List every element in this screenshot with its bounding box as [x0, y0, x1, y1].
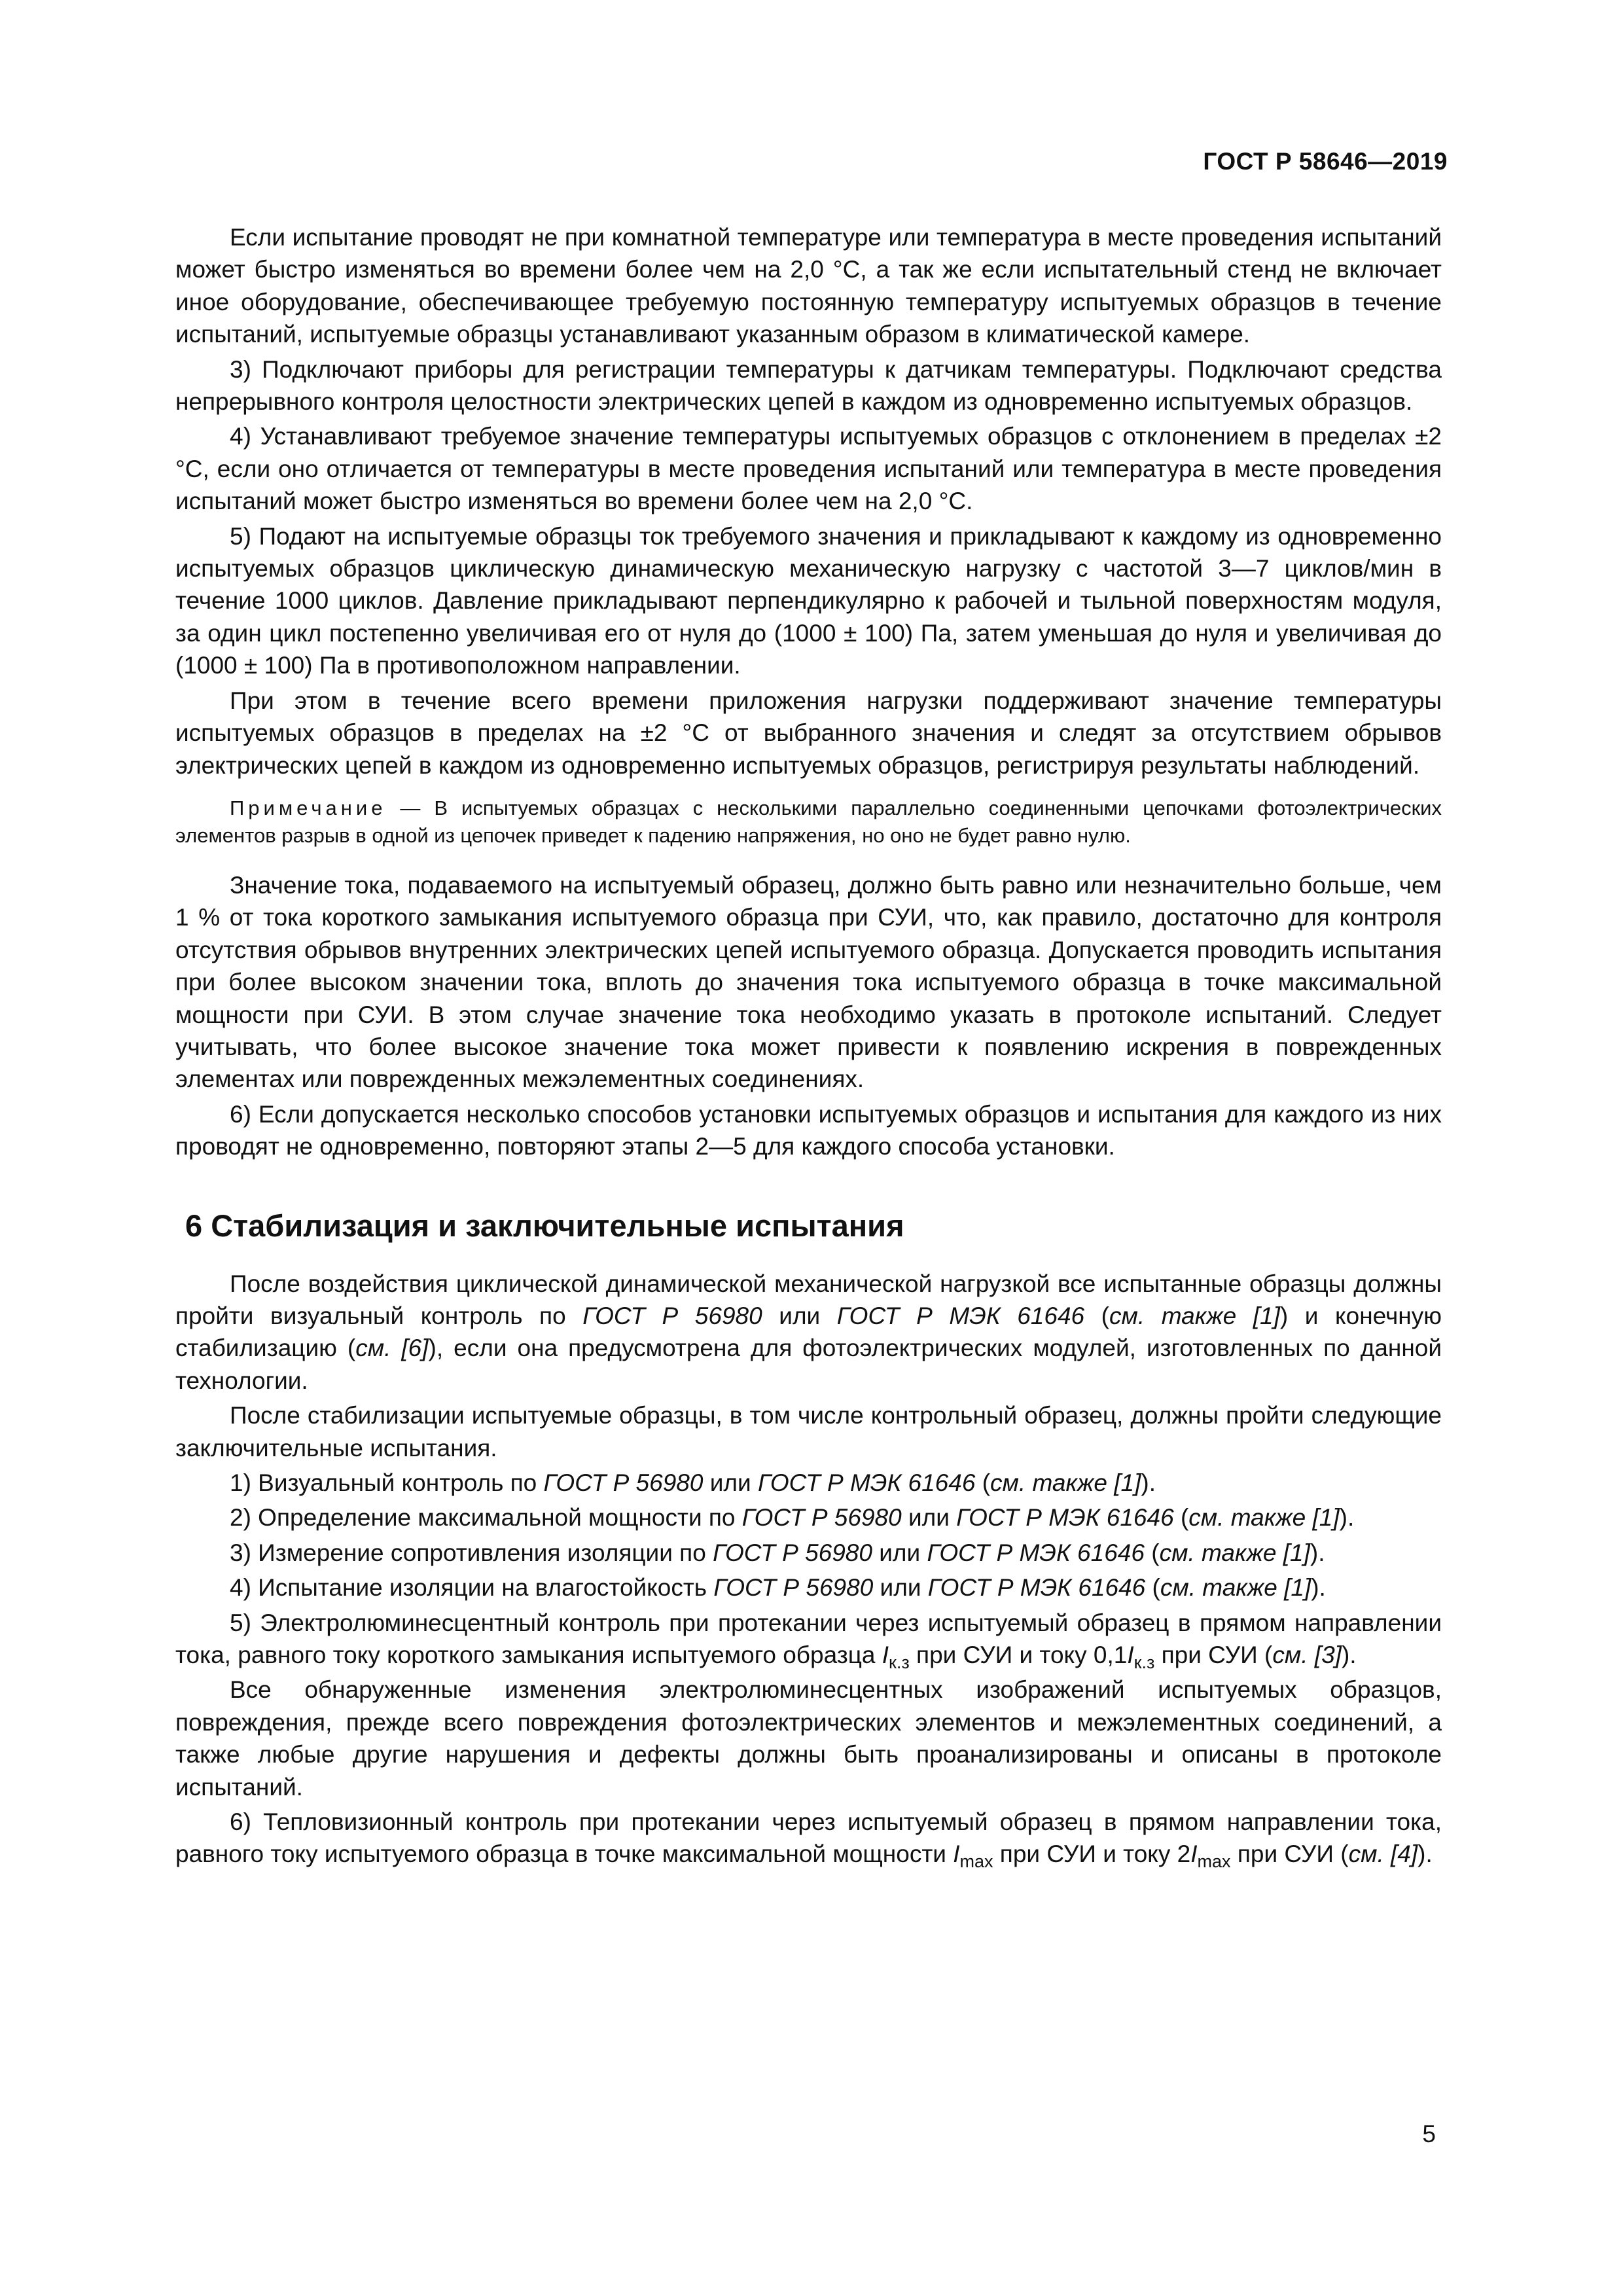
paragraph: При этом в течение всего времени приложения нагрузки поддерживают значение температуры испытуемых образцов в пределах на ±2 °С от выбранного значения и следят за отсутствием обрывов электрических цепей в каждом из одновременно испытуемых образцов, регистрируя результаты наблюдений. — [175, 687, 1442, 779]
note — [175, 795, 1442, 850]
list-item-1: 1) Визуальный контроль по ГОСТ Р 56980 или ГОСТ Р МЭК 61646 (см. также [1]). — [230, 1469, 1156, 1496]
section-heading: 6 Стабилизация и заключительные испытания — [185, 1208, 904, 1243]
note-label: Примечание — [230, 796, 387, 819]
list-item-4: 4) Устанавливают требуемое значение температуры испытуемых образцов с отклонением в пределах ±2 °С, если оно отличается от температуры в месте проведения испытаний или температура в месте проведения испытаний может быстро изменяться во времени более чем на 2,0 °С. — [175, 423, 1442, 515]
list-item-3: 3) Измерение сопротивления изоляции по ГОСТ Р 56980 или ГОСТ Р МЭК 61646 (см. также [1]). — [230, 1539, 1325, 1566]
page-number: 5 — [1422, 2121, 1436, 2147]
note-text: — В испытуемых образцах с несколькими параллельно соединенными цепочками фотоэлектрических элементов разрыв в одной из цепочек приведет к падению напряжения, но оно не будет равно нулю. — [175, 796, 1442, 847]
paragraph: Значение тока, подаваемого на испытуемый образец, должно быть равно или незначительно больше, чем 1 % от тока короткого замыкания испытуемого образца при СУИ, что, как правило, достаточно для контроля отсутствия обрывов внутренних электрических цепей испытуемого образца. Допускается проводить испытания при более высоком значении тока, вплоть до значения тока испытуемого образца в точке максимальной мощности при СУИ. В этом случае значение тока необходимо указать в протоколе испытаний. Следует учитывать, что более высокое значение тока может привести к появлению искрения в поврежденных элементах или поврежденных межэлементных соединениях. — [175, 871, 1442, 1093]
paragraph: Если испытание проводят не при комнатной температуре или температура в месте проведения испытаний может быстро изменяться во времени более чем на 2,0 °С, а так же если испытательный стенд не включает иное оборудование, обеспечивающее требуемую постоянную температуру испытуемых образцов в течение испытаний, испытуемые образцы устанавливают указанным образом в климатической камере. — [175, 224, 1442, 348]
paragraph: Все обнаруженные изменения электролюминесцентных изображений испытуемых образцов, повреждения, прежде всего повреждения фотоэлектрических элементов и межэлементных соединений, а также любые другие нарушения и дефекты должны быть проанализированы и описаны в протоколе испытаний. — [175, 1676, 1442, 1801]
list-item-6: 6) Если допускается несколько способов установки испытуемых образцов и испытания для каждого из них проводят не одновременно, повторяют этапы 2—5 для каждого способа установки. — [175, 1100, 1442, 1160]
list-item-6: 6) Тепловизионный контроль при протекании через испытуемый образец в прямом направлении тока, равного току испытуемого образца в точке максимальной мощности $I_{max}$ при СУИ и току $2I_{max}$ при СУИ (см. [4]). — [175, 1808, 1442, 1872]
paragraph: После воздействия циклической динамической механической нагрузкой все испытанные образцы должны пройти визуальный контроль по ГОСТ Р 56980 или ГОСТ Р МЭК 61646 (см. также [1]) и конечную стабилизацию (см. [6]), если она предусмотрена для фотоэлектрических модулей, изготовленных по данной технологии. — [175, 1270, 1442, 1394]
document-code: ГОСТ Р 58646—2019 — [1203, 148, 1448, 175]
list-item-4: 4) Испытание изоляции на влагостойкость ГОСТ Р 56980 или ГОСТ Р МЭК 61646 (см. также [1]). — [230, 1574, 1326, 1602]
list-item-3: 3) Подключают приборы для регистрации температуры к датчикам температуры. Подключают средства непрерывного контроля целостности электрических цепей в каждом из одновременно испытуемых образцов. — [175, 355, 1442, 416]
list-item-2: 2) Определение максимальной мощности по ГОСТ Р 56980 или ГОСТ Р МЭК 61646 (см. также [1]). — [230, 1504, 1355, 1532]
paragraph: После стабилизации испытуемые образцы, в том числе контрольный образец, должны пройти следующие заключительные испытания. — [175, 1402, 1442, 1462]
page-body — [175, 221, 1442, 1871]
list-item-5: 5) Подают на испытуемые образцы ток требуемого значения и прикладывают к каждому из одновременно испытуемых образцов циклическую динамическую механическую нагрузку с частотой 3—7 циклов/мин в течение 1000 циклов. Давление прикладывают перпендикулярно к рабочей и тыльной поверхностям модуля, за один цикл постепенно увеличивая его от нуля до (1000 ± 100) Па, затем уменьшая до нуля и увеличивая до (1000 ± 100) Па в противоположном направлении. — [175, 522, 1442, 679]
list-item-5: 5) Электролюминесцентный контроль при протекании через испытуемый образец в прямом направлении тока, равного току короткого замыкания испытуемого образца $I_{к.з}$ при СУИ и току $0,1I_{к.з}$ при СУИ (см. [3]). — [175, 1609, 1442, 1673]
